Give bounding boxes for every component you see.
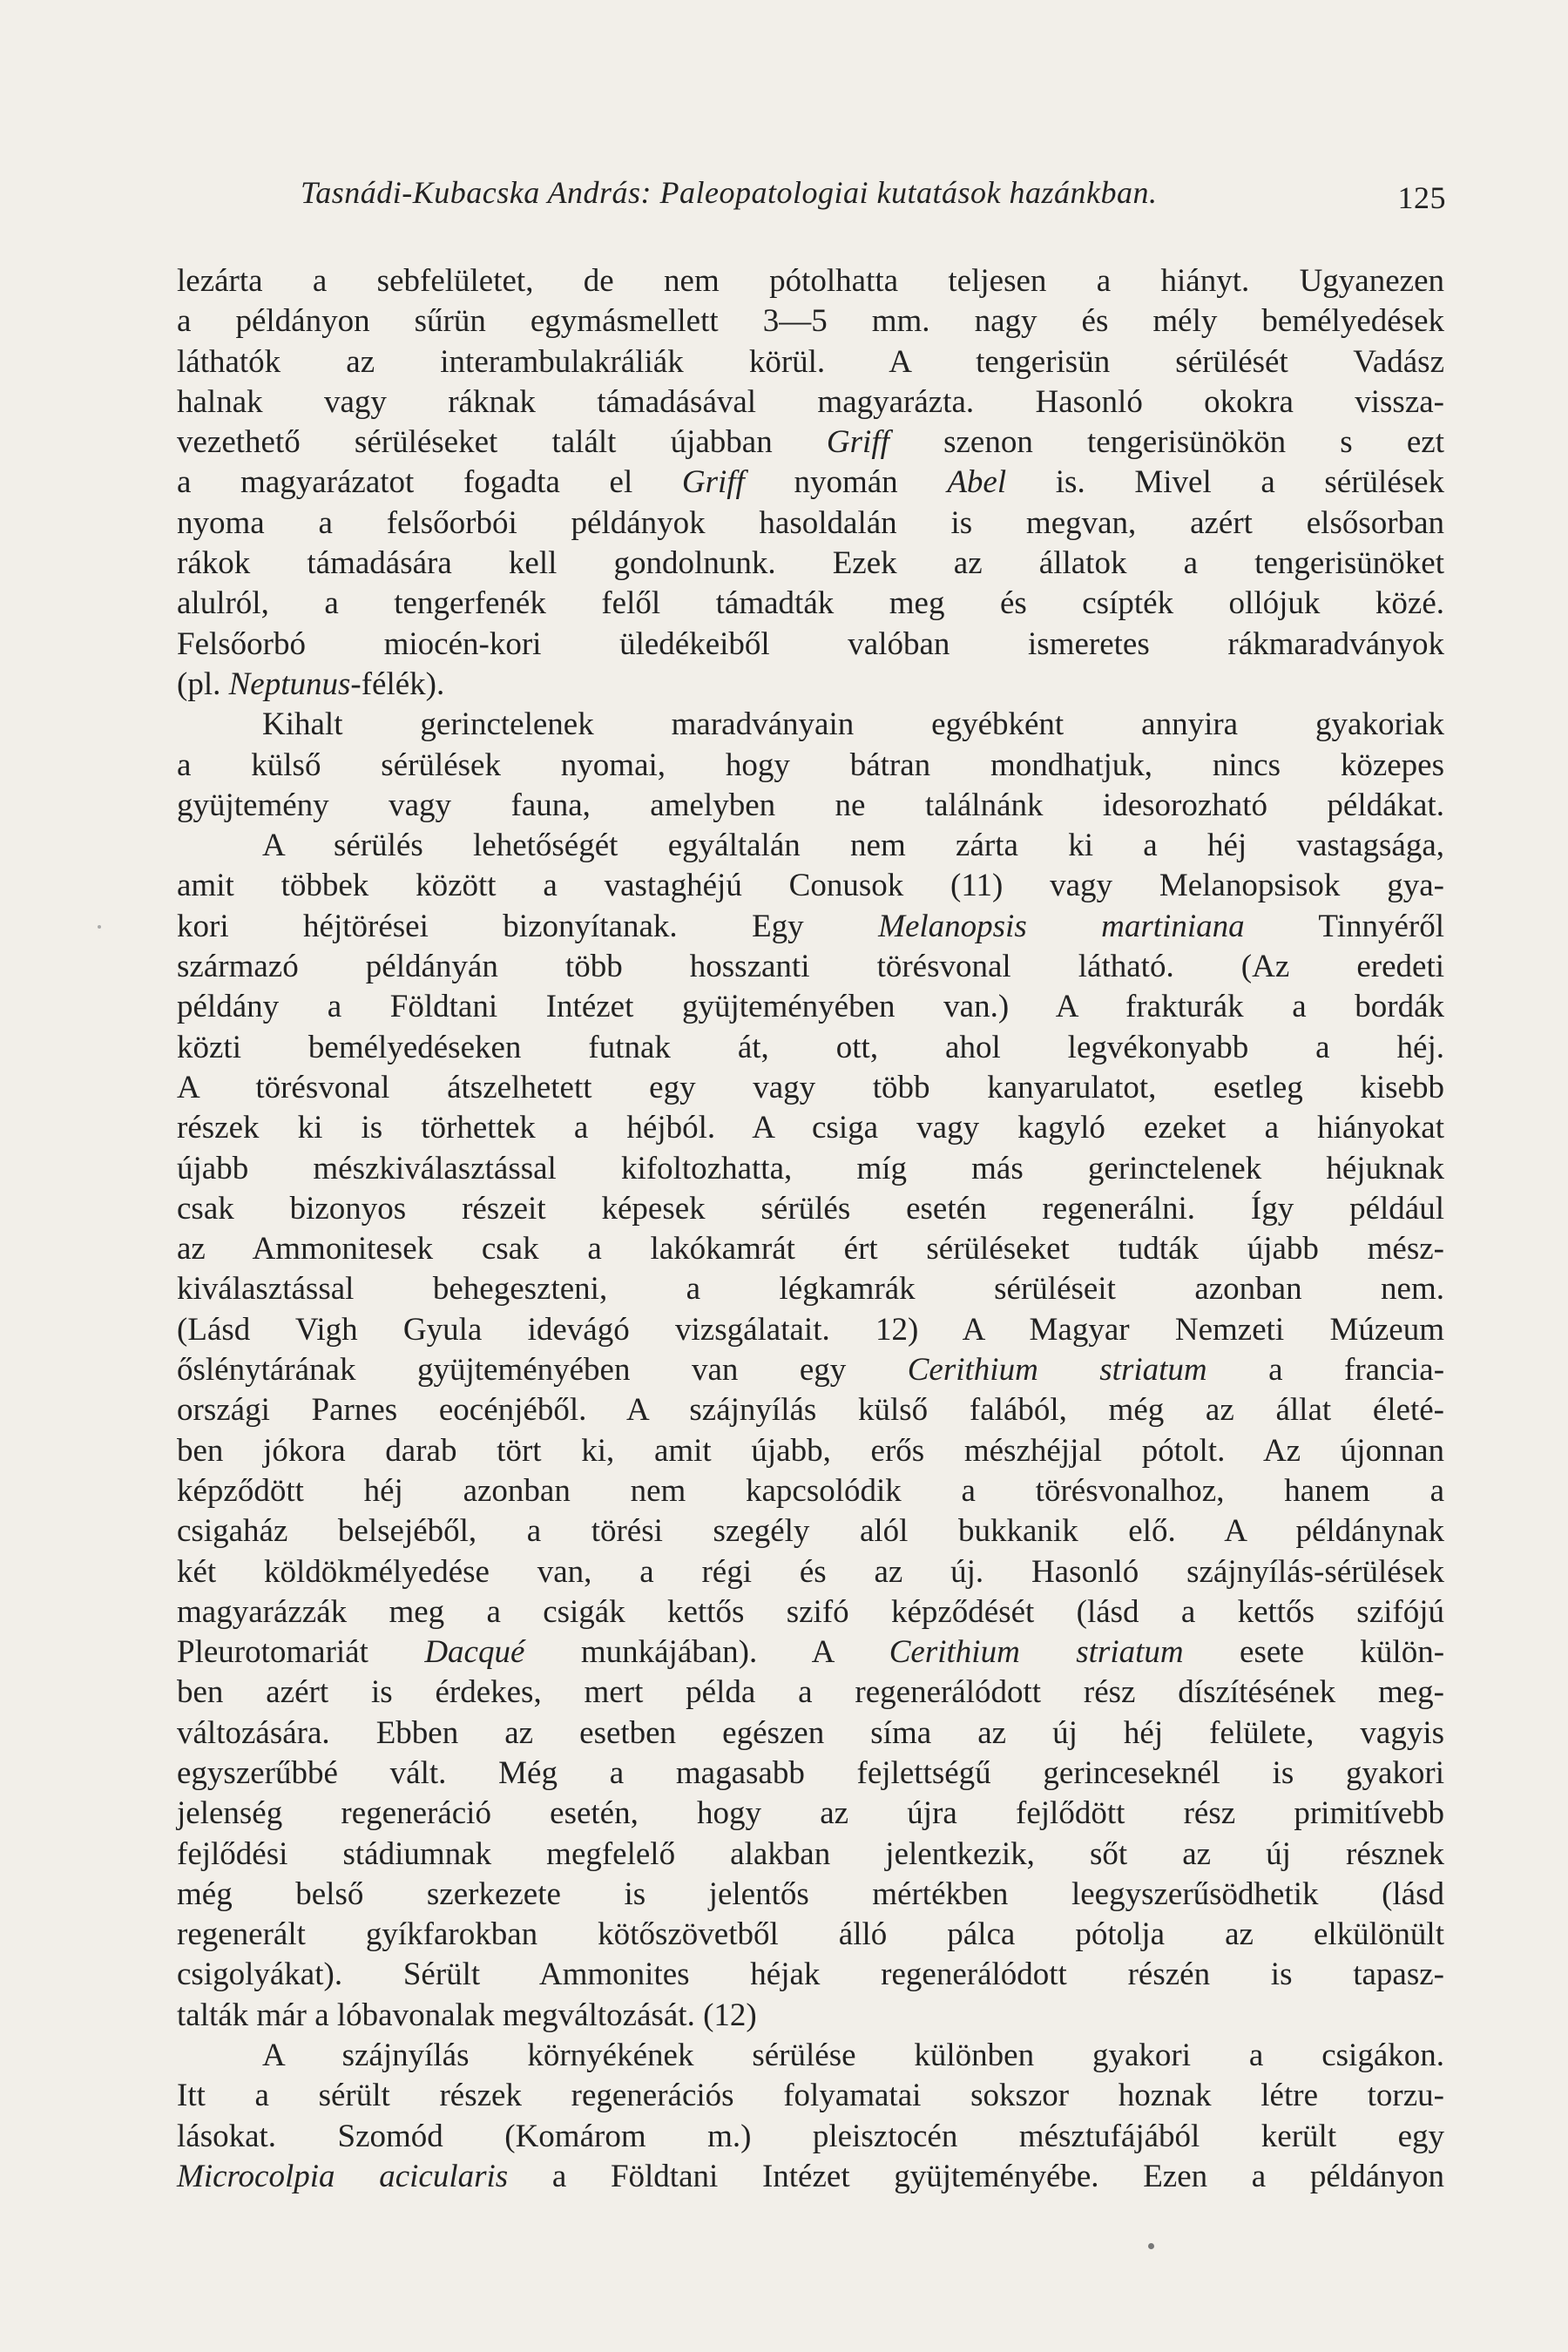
text-line: nyoma a felsőorbói példányok hasoldalán is megvan, azért elsősorban <box>177 504 1444 541</box>
text-line: talták már a lóbavonalak megváltozását. (12) <box>177 1997 757 2033</box>
text-line: még belső szerkezete is jelentős mértékben leegyszerűsödhetik (lásd <box>177 1876 1444 1912</box>
text-line: gyüjtemény vagy fauna, amelyben ne találnánk idesorozható példákat. <box>177 787 1444 823</box>
text-line: Pleurotomariát Dacqué munkájában). A Cerithium striatum esete külön- <box>177 1634 1445 1671</box>
text-line: magyarázzák meg a csigák kettős szifó képződését (lásd a kettős szifójú <box>177 1593 1444 1630</box>
text-line: jelenség regeneráció esetén, hogy az újra fejlődött rész primitívebb <box>177 1795 1444 1832</box>
italic-term: Dacqué <box>424 1634 525 1671</box>
text-line: ben jókora darab tört ki, amit újabb, erős mészhéjjal pótolt. Az újonnan <box>177 1432 1444 1469</box>
text-line: fejlődési stádiumnak megfelelő alakban jelentkezik, sőt az új résznek <box>177 1835 1444 1872</box>
text-line: csak bizonyos részeit képesek sérülés esetén regenerálni. Így például <box>177 1190 1444 1227</box>
text-line: képződött héj azonban nem kapcsolódik a törésvonalhoz, hanem a <box>177 1472 1444 1509</box>
text-line: A sérülés lehetőségét egyáltalán nem zárta ki a héj vastagsága, <box>262 828 1444 864</box>
text-line: regenerált gyíkfarokban kötőszövetből álló pálca pótolja az elkülönült <box>177 1916 1444 1953</box>
text-line: a magyarázatot fogadta el Griff nyomán Abel is. Mivel a sérülések <box>177 464 1445 501</box>
text-line: csigolyákat). Sérült Ammonites héjak regenerálódott részén is tapasz- <box>177 1957 1444 1993</box>
text-line: lezárta a sebfelületet, de nem pótolhatta teljesen a hiányt. Ugyanezen <box>177 263 1444 299</box>
text-line: származó példányán több hosszanti törésvonal látható. (Az eredeti <box>177 949 1444 985</box>
text-line: a példányon sűrün egymásmellett 3—5 mm. nagy és mély bemélyedések <box>177 303 1444 340</box>
paper-speck <box>98 925 101 929</box>
body-text <box>177 261 1444 2197</box>
text-line: egyszerűbbé vált. Még a magasabb fejlettségű gerinceseknél is gyakori <box>177 1754 1444 1791</box>
text-line: (pl. Neptunus-félék). <box>177 666 445 702</box>
page-number: 125 <box>1397 180 1446 215</box>
text-line: Microcolpia acicularis a Földtani Intézet gyüjteményébe. Ezen a példányon <box>177 2158 1445 2194</box>
text-line: kori héjtörései bizonyítanak. Egy Melanopsis martiniana Tinnyéről <box>177 908 1444 944</box>
text-line: (Lásd Vigh Gyula idevágó vizsgálatait. 12) A Magyar Nemzeti Múzeum <box>177 1311 1444 1348</box>
text-line: ben azért is érdekes, mert példa a regenerálódott rész díszítésének meg- <box>177 1674 1444 1711</box>
text-line: A szájnyílás környékének sérülése különben gyakori a csigákon. <box>262 2038 1444 2074</box>
text-line: kiválasztással behegeszteni, a légkamrák sérüléseit azonban nem. <box>177 1271 1444 1308</box>
running-head <box>301 174 1446 226</box>
text-line: Felsőorbó miocén-kori üledékeiből valóban ismeretes rákmaradványok <box>177 625 1444 662</box>
italic-term: Abel <box>947 464 1007 501</box>
text-line: amit többek között a vastaghéjú Conusok (11) vagy Melanopsisok gya- <box>177 868 1444 904</box>
italic-term: Microcolpia acicularis <box>177 2158 509 2194</box>
italic-term: Neptunus <box>228 666 351 702</box>
text-line: vezethető sérüléseket talált újabban Griff szenon tengerisünökön s ezt <box>177 424 1444 461</box>
text-line: példány a Földtani Intézet gyüjteményében van.) A frakturák a bordák <box>177 989 1444 1025</box>
text-line: őslénytárának gyüjteményében van egy Cerithium striatum a francia- <box>177 1352 1445 1389</box>
text-line: Itt a sérült részek regenerációs folyamatai sokszor hoznak létre torzu- <box>177 2078 1444 2114</box>
running-title: Tasnádi-Kubacska András: Paleopatologiai kutatások hazánkban. <box>301 175 1158 210</box>
text-line: két köldökmélyedése van, a régi és az új. Hasonló szájnyílás-sérülések <box>177 1553 1444 1590</box>
text-line: Kihalt gerinctelenek maradványain egyébként annyira gyakoriak <box>262 706 1444 743</box>
text-line: rákok támadására kell gondolnunk. Ezek az állatok a tengerisünöket <box>177 545 1444 582</box>
text-line: alulról, a tengerfenék felől támadták meg és csípték ollójuk közé. <box>177 585 1444 622</box>
text-line: csigaház belsejéből, a törési szegély alól bukkanik elő. A példánynak <box>177 1513 1444 1550</box>
italic-term: Melanopsis martiniana <box>878 908 1245 944</box>
text-line: az Ammonitesek csak a lakókamrát ért sérüléseket tudták újabb mész- <box>177 1231 1444 1267</box>
text-line: A törésvonal átszelhetett egy vagy több kanyarulatot, esetleg kisebb <box>177 1069 1444 1105</box>
text-line: a külső sérülések nyomai, hogy bátran mondhatjuk, nincs közepes <box>177 747 1444 783</box>
italic-term: Griff <box>826 424 889 461</box>
text-line: közti bemélyedéseken futnak át, ott, ahol legvékonyabb a héj. <box>177 1029 1444 1065</box>
text-line: változására. Ebben az esetben egészen síma az új héj felülete, vagyis <box>177 1714 1444 1751</box>
text-line: újabb mészkiválasztással kifoltozhatta, míg más gerinctelenek héjuknak <box>177 1150 1444 1186</box>
text-line: részek ki is törhettek a héjból. A csiga vagy kagyló ezeket a hiányokat <box>177 1110 1444 1146</box>
italic-term: Cerithium striatum <box>907 1352 1207 1389</box>
text-line: láthatók az interambulakráliák körül. A tengerisün sérülését Vadász <box>177 343 1444 380</box>
italic-term: Griff <box>681 464 745 501</box>
italic-term: Cerithium striatum <box>889 1634 1184 1671</box>
text-line: országi Parnes eocénjéből. A szájnyílás külső falából, még az állat életé- <box>177 1392 1444 1429</box>
text-line: halnak vagy ráknak támadásával magyarázta. Hasonló okokra vissza- <box>177 383 1444 420</box>
paper-speck <box>1148 2243 1154 2249</box>
text-line: lásokat. Szomód (Komárom m.) pleisztocén mésztufájából került egy <box>177 2118 1444 2154</box>
